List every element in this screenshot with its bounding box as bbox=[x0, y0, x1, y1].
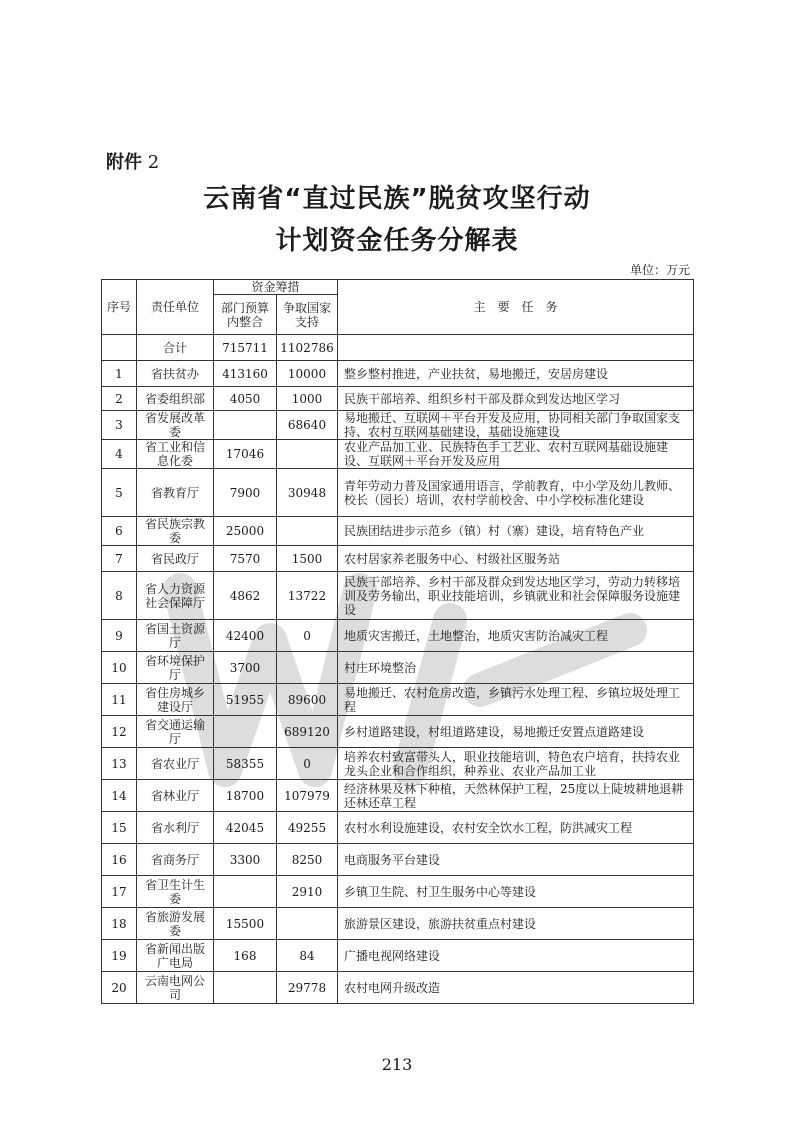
table-row bbox=[102, 748, 694, 780]
row-national-support: 84 bbox=[277, 940, 338, 972]
row-main-tasks: 农村居家养老服务中心、村级社区服务站 bbox=[338, 546, 694, 572]
row-national-support: 1000 bbox=[277, 387, 338, 411]
header-funding: 资金筹措 bbox=[214, 280, 338, 295]
total-tasks bbox=[338, 335, 694, 361]
row-seq: 10 bbox=[102, 652, 137, 684]
row-responsible-unit: 省农业厅 bbox=[137, 748, 214, 780]
row-seq: 16 bbox=[102, 844, 137, 876]
row-responsible-unit: 省民政厅 bbox=[137, 546, 214, 572]
row-responsible-unit: 省教育厅 bbox=[137, 469, 214, 517]
row-seq: 9 bbox=[102, 620, 137, 652]
row-national-support: 68640 bbox=[277, 411, 338, 440]
row-national-support: 0 bbox=[277, 748, 338, 780]
page-number: 213 bbox=[381, 1055, 413, 1074]
table-row bbox=[102, 469, 694, 517]
row-responsible-unit: 云南电网公司 bbox=[137, 972, 214, 1004]
row-main-tasks: 广播电视网络建设 bbox=[338, 940, 694, 972]
row-main-tasks: 农村电网升级改造 bbox=[338, 972, 694, 1004]
header-main-tasks: 主 要 任 务 bbox=[338, 280, 694, 335]
row-main-tasks: 农村水利设施建设，农村安全饮水工程，防洪减灾工程 bbox=[338, 812, 694, 844]
table-row bbox=[102, 361, 694, 387]
row-national-support bbox=[277, 908, 338, 940]
header-dept-budget: 部门预算内整合 bbox=[214, 295, 277, 335]
header-national-support: 争取国家支持 bbox=[277, 295, 338, 335]
row-seq: 5 bbox=[102, 469, 137, 517]
row-main-tasks: 电商服务平台建设 bbox=[338, 844, 694, 876]
attachment-number: 2 bbox=[147, 152, 160, 173]
row-national-support: 89600 bbox=[277, 684, 338, 716]
row-main-tasks: 农业产品加工业、民族特色手工艺业、农村互联网基础设施建设、互联网＋平台开发及应用 bbox=[338, 440, 694, 469]
row-seq: 19 bbox=[102, 940, 137, 972]
row-main-tasks: 民族干部培养、组织乡村干部及群众到发达地区学习 bbox=[338, 387, 694, 411]
row-seq: 17 bbox=[102, 876, 137, 908]
row-seq: 15 bbox=[102, 812, 137, 844]
row-dept-budget: 7900 bbox=[214, 469, 277, 517]
row-seq: 2 bbox=[102, 387, 137, 411]
row-dept-budget: 42400 bbox=[214, 620, 277, 652]
row-main-tasks: 易地搬迁、互联网＋平台开发及应用，协同相关部门争取国家支持、农村互联网基础建设，基础设施建设 bbox=[338, 411, 694, 440]
row-seq: 1 bbox=[102, 361, 137, 387]
row-seq: 7 bbox=[102, 546, 137, 572]
row-dept-budget bbox=[214, 876, 277, 908]
table-row bbox=[102, 620, 694, 652]
row-responsible-unit: 省旅游发展委 bbox=[137, 908, 214, 940]
row-main-tasks: 易地搬迁、农村危房改造，乡镇污水处理工程、乡镇垃圾处理工程 bbox=[338, 684, 694, 716]
row-main-tasks: 乡村道路建设，村组道路建设，易地搬迁安置点道路建设 bbox=[338, 716, 694, 748]
row-dept-budget: 15500 bbox=[214, 908, 277, 940]
row-dept-budget: 18700 bbox=[214, 780, 277, 812]
row-responsible-unit: 省人力资源社会保障厅 bbox=[137, 572, 214, 620]
row-responsible-unit: 省扶贫办 bbox=[137, 361, 214, 387]
row-responsible-unit: 省国土资源厅 bbox=[137, 620, 214, 652]
row-national-support: 1500 bbox=[277, 546, 338, 572]
row-seq: 14 bbox=[102, 780, 137, 812]
total-national-support: 1102786 bbox=[277, 335, 338, 361]
row-dept-budget: 42045 bbox=[214, 812, 277, 844]
row-main-tasks: 民族团结进步示范乡（镇）村（寨）建设，培育特色产业 bbox=[338, 517, 694, 546]
row-national-support: 13722 bbox=[277, 572, 338, 620]
table-row bbox=[102, 716, 694, 748]
attachment-label bbox=[106, 148, 159, 174]
row-national-support: 10000 bbox=[277, 361, 338, 387]
row-responsible-unit: 省新闻出版广电局 bbox=[137, 940, 214, 972]
unit-label: 单位：万元 bbox=[629, 263, 690, 277]
table-row bbox=[102, 940, 694, 972]
row-responsible-unit: 省民族宗教委 bbox=[137, 517, 214, 546]
table-row bbox=[102, 546, 694, 572]
row-seq: 3 bbox=[102, 411, 137, 440]
row-responsible-unit: 省委组织部 bbox=[137, 387, 214, 411]
row-responsible-unit: 省住房城乡建设厅 bbox=[137, 684, 214, 716]
row-dept-budget: 3700 bbox=[214, 652, 277, 684]
row-seq: 20 bbox=[102, 972, 137, 1004]
table-row bbox=[102, 844, 694, 876]
row-responsible-unit: 省交通运输厅 bbox=[137, 716, 214, 748]
row-responsible-unit: 省工业和信息化委 bbox=[137, 440, 214, 469]
row-national-support: 30948 bbox=[277, 469, 338, 517]
row-dept-budget: 7570 bbox=[214, 546, 277, 572]
row-dept-budget: 4050 bbox=[214, 387, 277, 411]
row-dept-budget: 3300 bbox=[214, 844, 277, 876]
row-responsible-unit: 省商务厅 bbox=[137, 844, 214, 876]
table-row bbox=[102, 387, 694, 411]
total-label: 合计 bbox=[137, 335, 214, 361]
row-responsible-unit: 省发展改革委 bbox=[137, 411, 214, 440]
header-responsible-unit: 责任单位 bbox=[137, 280, 214, 335]
row-dept-budget: 168 bbox=[214, 940, 277, 972]
row-main-tasks: 村庄环境整治 bbox=[338, 652, 694, 684]
row-national-support bbox=[277, 517, 338, 546]
document-title-line-1: 云南省“直过民族”脱贫攻坚行动 bbox=[203, 184, 591, 214]
row-dept-budget: 4862 bbox=[214, 572, 277, 620]
document-title-line-2: 计划资金任务分解表 bbox=[275, 226, 519, 256]
row-dept-budget bbox=[214, 972, 277, 1004]
row-seq: 12 bbox=[102, 716, 137, 748]
table-row bbox=[102, 517, 694, 546]
row-seq: 6 bbox=[102, 517, 137, 546]
row-national-support bbox=[277, 652, 338, 684]
row-responsible-unit: 省林业厅 bbox=[137, 780, 214, 812]
row-responsible-unit: 省环境保护厅 bbox=[137, 652, 214, 684]
header-seq: 序号 bbox=[102, 280, 137, 335]
row-dept-budget bbox=[214, 716, 277, 748]
row-dept-budget bbox=[214, 411, 277, 440]
row-main-tasks: 旅游景区建设，旅游扶贫重点村建设 bbox=[338, 908, 694, 940]
table-row bbox=[102, 876, 694, 908]
table-row bbox=[102, 780, 694, 812]
table-row bbox=[102, 411, 694, 440]
row-national-support: 0 bbox=[277, 620, 338, 652]
row-responsible-unit: 省水利厅 bbox=[137, 812, 214, 844]
row-main-tasks: 青年劳动力普及国家通用语言，学前教育，中小学及幼儿教师、校长（园长）培训，农村学前校舍、中小学校标准化建设 bbox=[338, 469, 694, 517]
row-national-support: 29778 bbox=[277, 972, 338, 1004]
row-main-tasks: 乡镇卫生院、村卫生服务中心等建设 bbox=[338, 876, 694, 908]
table-row bbox=[102, 652, 694, 684]
row-dept-budget: 51955 bbox=[214, 684, 277, 716]
fund-allocation-table bbox=[101, 279, 694, 1004]
row-national-support: 8250 bbox=[277, 844, 338, 876]
row-main-tasks: 民族干部培养、乡村干部及群众到发达地区学习，劳动力转移培训及劳务输出，职业技能培训，乡镇就业和社会保障服务设施建设 bbox=[338, 572, 694, 620]
row-responsible-unit: 省卫生计生委 bbox=[137, 876, 214, 908]
row-seq: 11 bbox=[102, 684, 137, 716]
table-row bbox=[102, 908, 694, 940]
total-dept-budget: 715711 bbox=[214, 335, 277, 361]
table-row bbox=[102, 684, 694, 716]
row-dept-budget: 413160 bbox=[214, 361, 277, 387]
row-dept-budget: 25000 bbox=[214, 517, 277, 546]
row-main-tasks: 地质灾害搬迁，土地整治，地质灾害防治减灾工程 bbox=[338, 620, 694, 652]
row-seq: 13 bbox=[102, 748, 137, 780]
table-row bbox=[102, 972, 694, 1004]
row-dept-budget: 17046 bbox=[214, 440, 277, 469]
row-seq: 4 bbox=[102, 440, 137, 469]
row-seq: 8 bbox=[102, 572, 137, 620]
row-national-support: 107979 bbox=[277, 780, 338, 812]
row-dept-budget: 58355 bbox=[214, 748, 277, 780]
attachment-word: 附件 bbox=[106, 152, 142, 173]
row-main-tasks: 整乡整村推进，产业扶贫，易地搬迁，安居房建设 bbox=[338, 361, 694, 387]
row-seq: 18 bbox=[102, 908, 137, 940]
table-row bbox=[102, 572, 694, 620]
row-main-tasks: 经济林果及林下种植，天然林保护工程，25度以上陡坡耕地退耕还林还草工程 bbox=[338, 780, 694, 812]
table-row bbox=[102, 440, 694, 469]
table-row bbox=[102, 812, 694, 844]
row-national-support: 49255 bbox=[277, 812, 338, 844]
row-national-support: 2910 bbox=[277, 876, 338, 908]
total-seq-cell bbox=[102, 335, 137, 361]
row-national-support bbox=[277, 440, 338, 469]
total-row bbox=[102, 335, 694, 361]
row-national-support: 689120 bbox=[277, 716, 338, 748]
row-main-tasks: 培养农村致富带头人，职业技能培训，特色农户培育，扶持农业龙头企业和合作组织，种养业、农业产品加工业 bbox=[338, 748, 694, 780]
